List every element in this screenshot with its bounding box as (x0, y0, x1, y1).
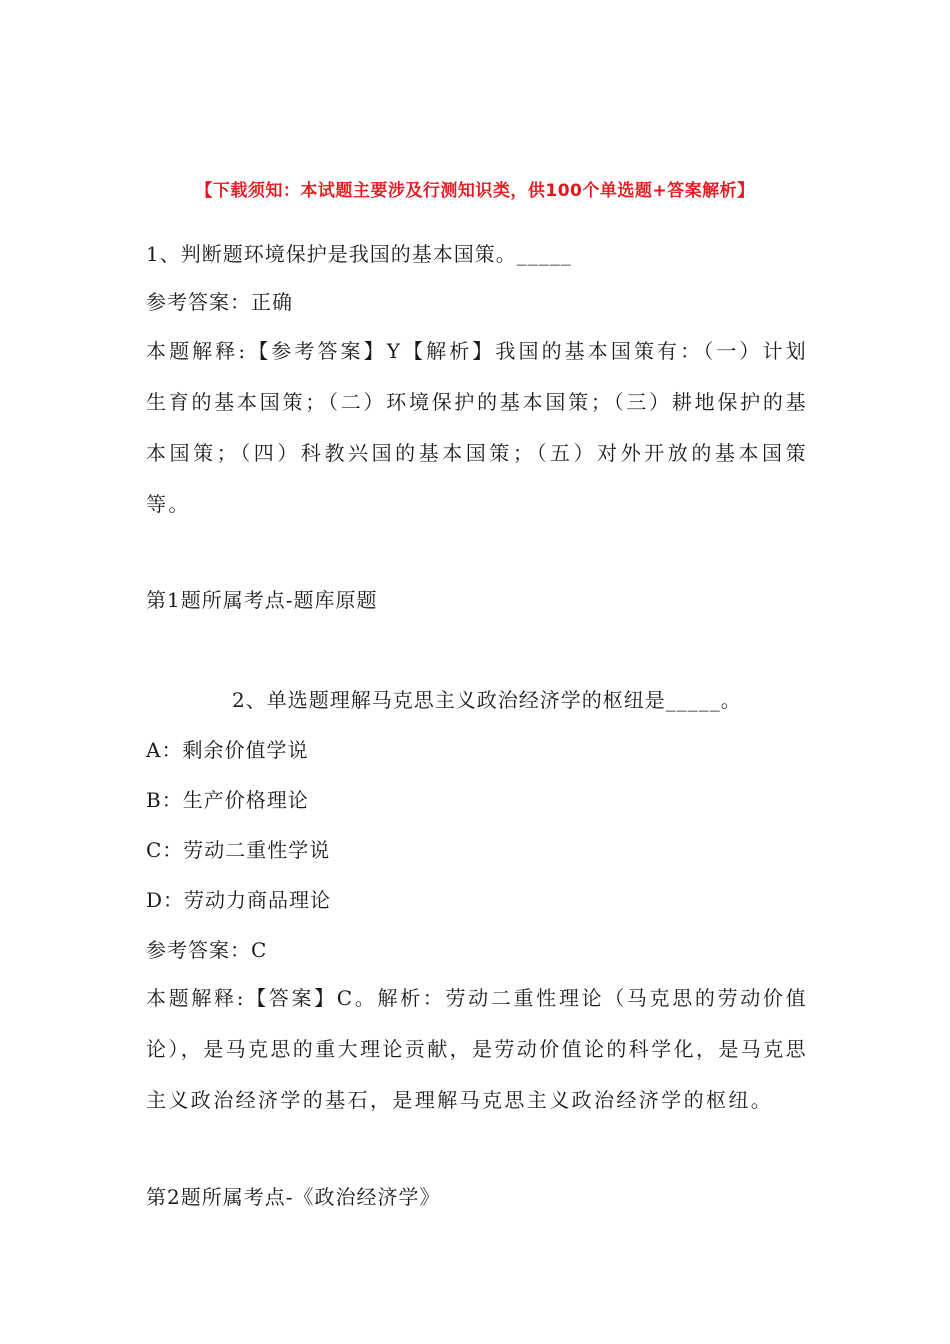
q1-question: 1、判断题环境保护是我国的基本国策。_____ (146, 242, 572, 266)
download-notice: 【下载须知：本试题主要涉及行测知识类，供100个单选题+答案解析】 (195, 181, 755, 201)
q2-option-b: B：生产价格理论 (146, 788, 309, 812)
q2-option-d: D：劳动力商品理论 (146, 888, 332, 912)
q1-point: 第1题所属考点-题库原题 (146, 588, 378, 612)
q2-option-a: A：剩余价值学说 (146, 738, 309, 762)
q2-answer: 参考答案：C (146, 938, 268, 962)
q1-explanation: 本题解释:【参考答案】Y【解析】我国的基本国策有：（一）计划生育的基本国策；（二）环境保护的基本国策；（三）耕地保护的基本国策；（四）科教兴国的基本国策；（五）对外开放的基本国策等。 (146, 339, 808, 516)
q2-option-c: C：劳动二重性学说 (146, 838, 331, 862)
q2-point: 第2题所属考点-《政治经济学》 (146, 1185, 441, 1209)
q2-explanation: 本题解释:【答案】C。解析：劳动二重性理论（马克思的劳动价值论），是马克思的重大理论贡献，是劳动价值论的科学化，是马克思主义政治经济学的基石，是理解马克思主义政治经济学的枢纽。 (146, 986, 808, 1112)
q2-question: 2、单选题理解马克思主义政治经济学的枢纽是_____。 (232, 688, 742, 712)
q1-answer: 参考答案：正确 (146, 290, 293, 314)
